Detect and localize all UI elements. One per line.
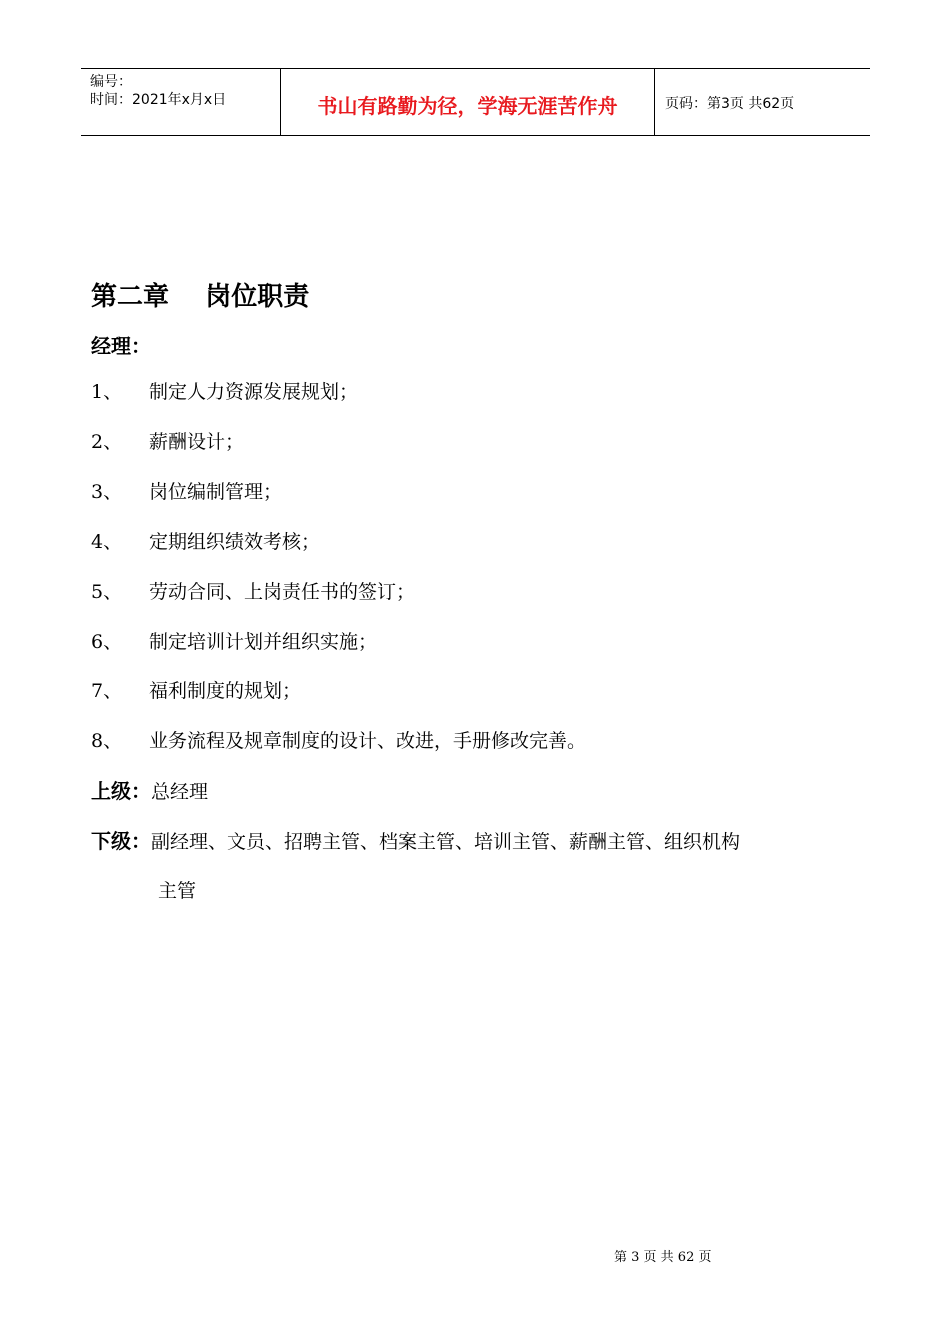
duty-text: 劳动合同、上岗责任书的签订；	[149, 581, 416, 603]
duty-number: 2、	[91, 431, 123, 453]
duty-number: 3、	[91, 481, 123, 503]
duty-number: 6、	[91, 631, 123, 653]
duty-number: 7、	[91, 680, 123, 702]
page-footer: 第 3 页 共 62 页	[614, 1250, 712, 1265]
duty-item	[91, 528, 871, 556]
subordinate-value: 副经理、文员、招聘主管、档案主管、培训主管、薪酬主管、组织机构	[151, 831, 741, 853]
page-header	[81, 68, 870, 136]
chapter-title: 第二章 岗位职责	[91, 282, 310, 312]
duty-number: 5、	[91, 581, 123, 603]
duty-item	[91, 478, 871, 506]
duty-text: 制定人力资源发展规划；	[149, 381, 359, 403]
subordinate-row	[91, 827, 871, 856]
header-motto: 书山有路勤为径，学海无涯苦作舟	[281, 69, 655, 135]
superior-label: 上级：	[91, 779, 151, 803]
duty-text: 福利制度的规划；	[149, 680, 302, 702]
duty-text: 薪酬设计；	[149, 431, 245, 453]
subordinate-value-continued: 主管	[158, 880, 197, 902]
duty-item	[91, 628, 871, 656]
duty-text: 业务流程及规章制度的设计、改进，手册修改完善。	[149, 730, 587, 752]
subordinate-label: 下级：	[91, 829, 151, 853]
duty-text: 定期组织绩效考核；	[149, 531, 321, 553]
header-number-label: 编号：	[90, 74, 132, 90]
duty-item	[91, 727, 871, 755]
role-title: 经理：	[91, 334, 151, 358]
duty-number: 1、	[91, 381, 123, 403]
duty-item	[91, 578, 871, 606]
duty-item	[91, 378, 871, 406]
header-page-info: 页码：第3页 共62页	[665, 96, 795, 112]
duty-item	[91, 428, 871, 456]
header-date-label: 时间：2021年x月x日	[90, 92, 227, 108]
duty-item	[91, 677, 871, 705]
superior-value: 总经理	[151, 781, 209, 803]
duty-number: 4、	[91, 531, 123, 553]
duty-text: 制定培训计划并组织实施；	[149, 631, 378, 653]
duty-text: 岗位编制管理；	[149, 481, 283, 503]
duty-number: 8、	[91, 730, 123, 752]
header-meta-cell	[81, 69, 281, 135]
superior-row	[91, 777, 871, 806]
